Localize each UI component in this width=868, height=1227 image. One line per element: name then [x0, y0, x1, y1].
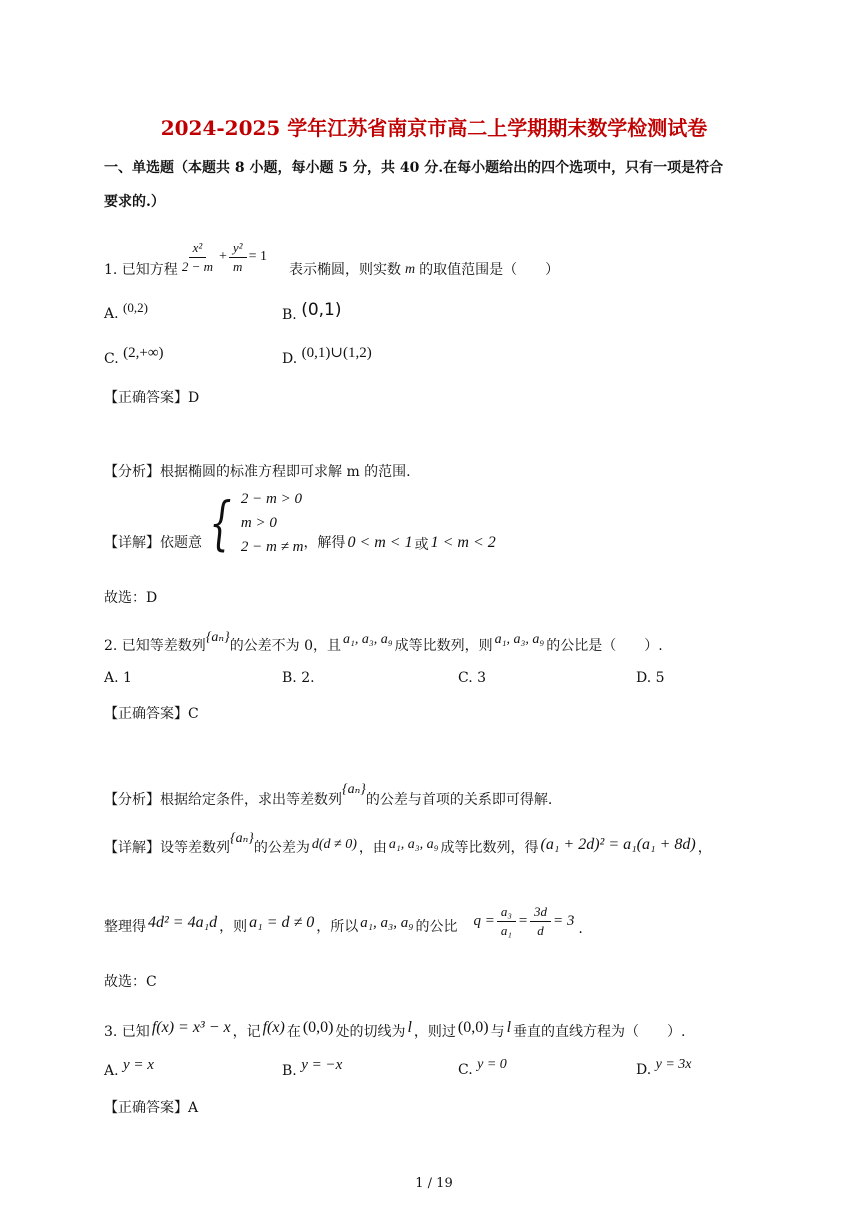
q2-detail: 【详解】设等差数列 {aₙ} 的公差为 d(d ≠ 0) ，由 a₁, a₃, a₉ 成等比数列，得 (a₁ + 2d)² = a₁(a₁ + 8d) ， [104, 831, 712, 856]
q2-answer: 【正确答案】C [104, 706, 199, 722]
q1-inequality-system: { 2 − m > 0 m > 0 2 − m ≠ m [209, 489, 304, 557]
q1-fraction-1: $\frac{\text{x²}}{2 - m}$ [181, 240, 213, 274]
q2-simplify: 整理得 4d² = 4a₁d ，则 a₁ = d ≠ 0 ，所以 a₁, a₃, a₉ 的公比 q = $\frac{\text{a₃}}{\text{a₁}}$ = $\frac{3d}{d}$ = 3 . [104, 904, 583, 938]
question-2-stem: 2. 已知等差数列 {aₙ} 的公差不为 0，且 a₁, a₃, a₉ 成等比数列，则 a₁, a₃, a₉ 的公比是（ ）. [104, 630, 663, 654]
q1-option-c: C. (2,+∞) [104, 345, 164, 367]
q1-analysis: 【分析】根据椭圆的标准方程即可求解 m 的范围. [104, 464, 411, 480]
q2-analysis: 【分析】根据给定条件，求出等差数列 {aₙ} 的公差与首项的关系即可得解. [104, 782, 553, 808]
page-number: 1 / 19 [415, 1176, 453, 1191]
q3-answer: 【正确答案】A [104, 1100, 199, 1116]
question-1-stem: 1. 已知方程 $\frac{\text{x²}}{2 - m}$ + $\frac{\text{y²}}{m}$ = 1 表示椭圆，则实数 m 的取值范围是（ ） [104, 240, 560, 278]
q1-fraction-2: $\frac{\text{y²}}{m}$ [229, 240, 247, 274]
q1-answer: 【正确答案】D [104, 390, 200, 406]
q1-option-a: A. (0,2) [104, 300, 148, 322]
q1-option-d: D. (0,1)∪(1,2) [282, 345, 372, 367]
q3-option-a: A. y = x [104, 1057, 154, 1079]
q3-option-c: C. y = 0 [458, 1057, 507, 1078]
section-heading-line2: 要求的.） [104, 194, 165, 210]
q2-option-d: D. 5 [636, 670, 665, 686]
section-heading-line1: 一、单选题（本题共 8 小题，每小题 5 分，共 40 分.在每小题给出的四个选项中，只有一项是符合 [104, 160, 724, 176]
q3-option-d: D. y = 3x [636, 1057, 692, 1078]
question-3-stem: 3. 已知 f(x) = x³ − x ，记 f(x) 在 (0,0) 处的切线为 l ，则过 (0,0) 与 l 垂直的直线方程为（ ）. [104, 1018, 686, 1040]
q1-choice: 故选：D [104, 590, 158, 606]
q2-option-a: A. 1 [104, 670, 132, 686]
q2-choice: 故选：C [104, 974, 157, 990]
q1-number: 1. 已知方程 [104, 262, 178, 278]
q2-option-b: B. 2. [282, 670, 315, 686]
q2-ratio-formula: q = $\frac{\text{a₃}}{\text{a₁}}$ = $\frac{3d}{d}$ = 3 [473, 904, 575, 938]
q1-option-b: B. (0,1) [282, 300, 342, 323]
q2-option-c: C. 3 [458, 670, 487, 686]
q1-detail: 【详解】依题意 { 2 − m > 0 m > 0 2 − m ≠ m ，解得 0 < m < 1 或 1 < m < 2 [104, 489, 496, 557]
q3-option-b: B. y = −x [282, 1057, 343, 1079]
document-title: 2024-2025 学年江苏省南京市高二上学期期末数学检测试卷 [160, 116, 708, 140]
